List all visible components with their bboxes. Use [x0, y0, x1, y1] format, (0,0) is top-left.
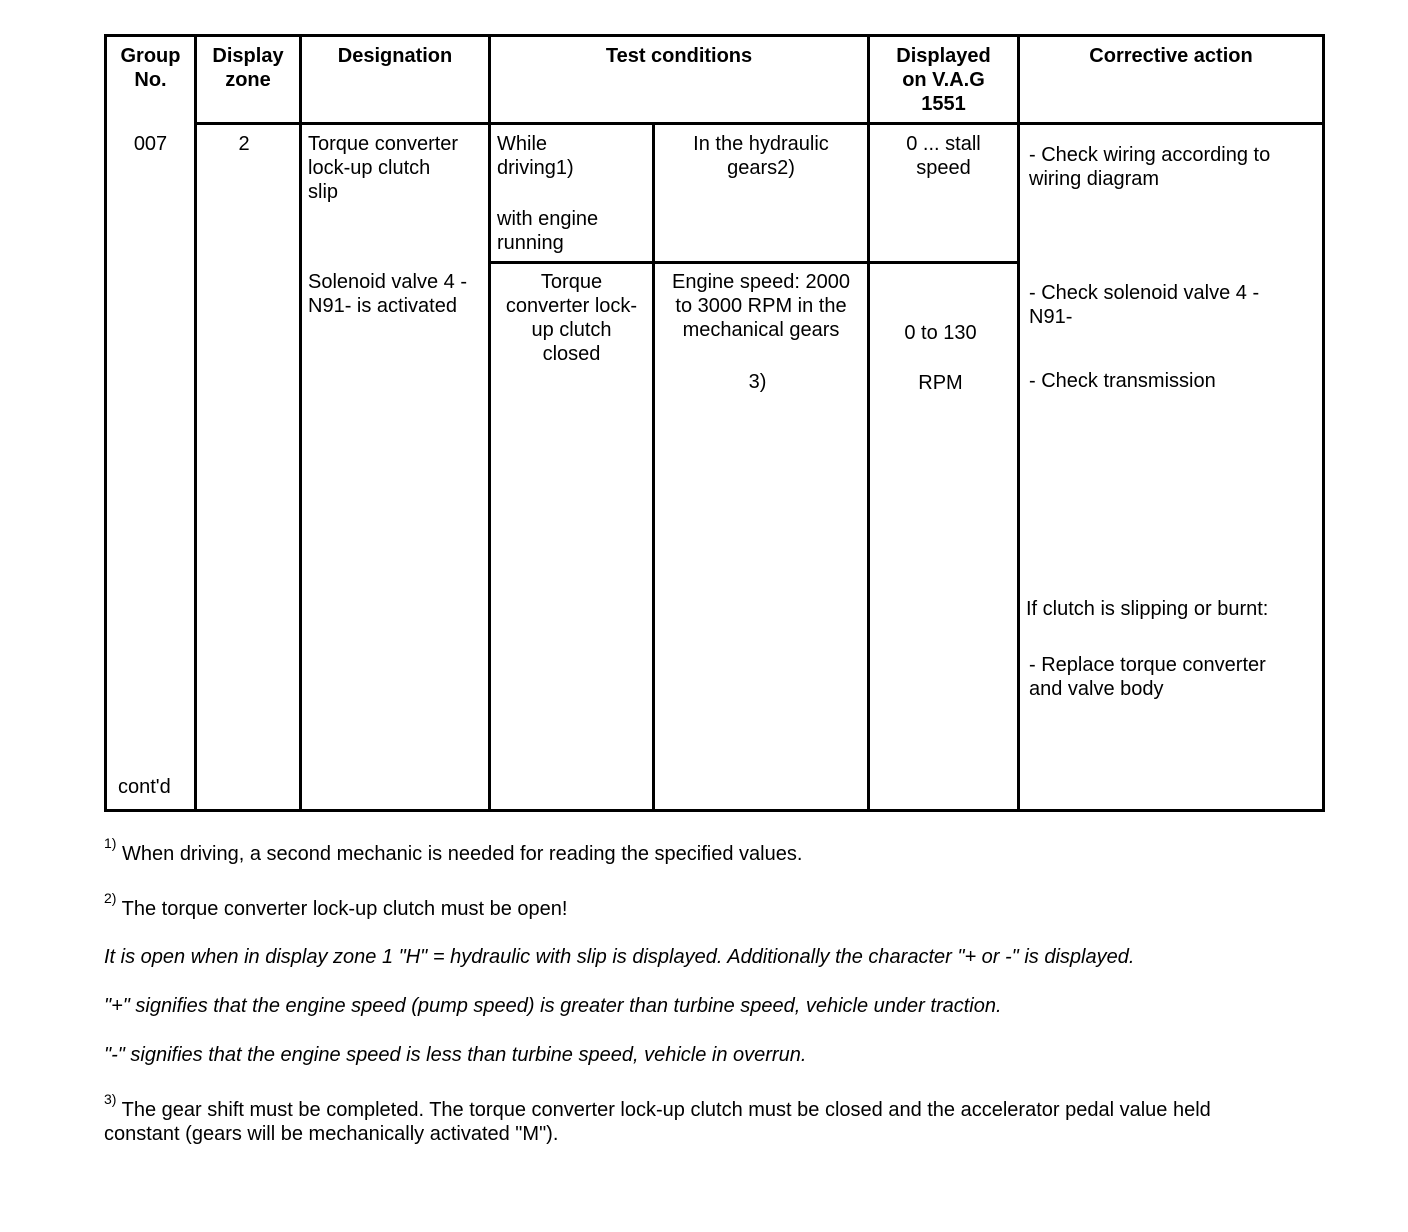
header-corrective-action: Corrective action [1089, 45, 1253, 67]
col-divider-test [488, 34, 491, 812]
test-engine-speed: Engine speed: 2000 to 3000 RPM in the mechanical gears [672, 271, 850, 341]
footnote-3-continued: constant (gears will be mechanically activated "M"). [104, 1123, 559, 1145]
footnote-1 [104, 835, 1344, 866]
display-zone-value: 2 [238, 133, 250, 155]
table-border-bottom [104, 809, 1325, 812]
corrective-check-transmission: - Check transmission [1029, 370, 1216, 392]
header-divider [195, 122, 1325, 125]
displayed-stall-speed: 0 ... stall speed [906, 133, 981, 179]
footnote-2-detail-2: "+" signifies that the engine speed (pump speed) is greater than turbine speed, vehicle under traction. [104, 995, 1002, 1017]
displayed-range: 0 to 130 [904, 322, 977, 344]
designation-solenoid: Solenoid valve 4 - N91- is activated [308, 271, 467, 317]
footnote-2-detail-3: "-" signifies that the engine speed is less than turbine speed, vehicle in overrun. [104, 1044, 807, 1066]
header-displayed: Displayed on V.A.G 1551 [896, 45, 991, 115]
footnote-2-detail-1: It is open when in display zone 1 "H" = hydraulic with slip is displayed. Additionally the character "+ or -" is displayed. [104, 946, 1135, 968]
test-while-driving: While driving1) [497, 133, 574, 179]
designation-clutch-slip: Torque converter lock-up clutch slip [308, 133, 459, 203]
header-designation: Designation [337, 45, 453, 67]
footnote-2 [104, 890, 1344, 921]
group-contd: cont'd [118, 776, 171, 798]
footnote-1-text: When driving, a second mechanic is needed for reading the specified values. [116, 843, 803, 865]
test-hydraulic-gears: In the hydraulic gears2) [693, 133, 829, 179]
corrective-check-wiring: - Check wiring according to wiring diagram [1029, 144, 1271, 190]
col-divider-test-sub [652, 122, 655, 812]
corrective-check-solenoid: - Check solenoid valve 4 - N91- [1029, 282, 1260, 328]
test-footnote-ref: 3) [748, 371, 767, 393]
footnote-3 [104, 1091, 1344, 1122]
header-display-zone: Display zone [212, 45, 284, 91]
footnote-2-text: The torque converter lock-up clutch must be open! [116, 898, 568, 920]
table-border-top [104, 34, 1325, 37]
footnote-1-mark: 1) [104, 835, 117, 851]
table-border-right [1322, 34, 1325, 812]
group-number: 007 [133, 133, 168, 155]
displayed-unit: RPM [918, 372, 963, 394]
footnote-3-text: The gear shift must be completed. The torque converter lock-up clutch must be closed and the accelerator pedal value held [116, 1099, 1211, 1121]
corrective-replace: - Replace torque converter and valve body [1029, 654, 1266, 700]
footnote-3-mark: 3) [104, 1091, 117, 1107]
col-divider-designation [299, 34, 302, 812]
test-engine-running: with engine running [497, 208, 599, 254]
corrective-condition: If clutch is slipping or burnt: [1026, 598, 1269, 620]
header-test-conditions: Test conditions [605, 45, 753, 67]
row-divider-test [488, 261, 1018, 264]
test-clutch-closed: Torque converter lock- up clutch closed [505, 271, 638, 365]
footnote-2-mark: 2) [104, 890, 117, 906]
col-divider-corrective [1017, 34, 1020, 812]
header-group-no: Group No. [120, 45, 181, 91]
